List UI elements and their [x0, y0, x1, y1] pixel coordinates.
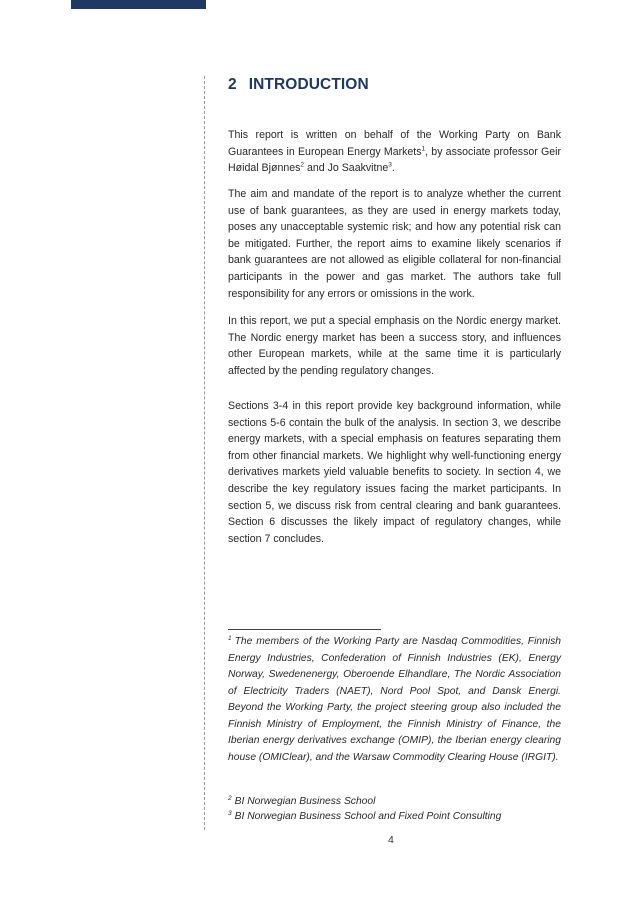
- intro-text-a: This report is written on behalf of the Working Party on Bank Guarantees in European Energy Markets: [228, 129, 561, 158]
- footnote-2-mark: 2: [228, 794, 232, 802]
- footnote-ref-1[interactable]: 1: [421, 145, 426, 153]
- nordic-paragraph: In this report, we put a special emphasis on the Nordic energy market. The Nordic energy market has been a success story, and influences other European markets, while at the same time it is particularly affected by the pending regulatory changes.: [228, 315, 561, 377]
- footnote-1-text: The members of the Working Party are Nasdaq Commodities, Finnish Energy Industries, Confederation of Finnish Industries (EK), Energy Norway, Swedenenergy, Oberoende Elhandlare, The Nordic Association of Electricity Traders (NAET), Nord Pool Spot, and Dansk Energi. Beyond the Working Party, the project steering group also included the Finnish Ministry of Employment, the Finnish Ministry of Finance, the Iberian energy derivatives exchange (OMIP), the Iberian energy clearing house (OMIClear), and the Warsaw Commodity Clearing House (IRGIT).: [228, 636, 561, 763]
- footnote-1-mark: 1: [228, 634, 232, 642]
- section-number: 2: [228, 76, 237, 93]
- footnote-3: [228, 810, 501, 824]
- intro-text-b: , by associate professor Geir Høidal Bjønnes: [228, 145, 561, 175]
- page-number: 4: [388, 834, 394, 846]
- footnote-separator: [228, 629, 381, 630]
- footnote-2-text: BI Norwegian Business School: [234, 796, 376, 807]
- aim-paragraph: The aim and mandate of the report is to analyze whether the current use of bank guarantees, as they are used in energy markets today, poses any unacceptable systemic risk; and how any potential risk can be mitigated. Further, the report aims to examine likely scenarios if bank guarantees are not allowed as eligible collateral for non-financial participants in the power and gas market. The authors take full responsibility for any errors or omissions in the work.: [228, 188, 561, 300]
- intro-text-c: and Jo Saakvitne: [304, 162, 389, 175]
- header-accent-bar: [71, 0, 206, 9]
- sections-paragraph: Sections 3-4 in this report provide key background information, while sections 5-6 contain the bulk of the analysis. In section 3, we describe energy markets, with a special emphasis on features separating them from other financial markets. We highlight why well-functioning energy derivatives markets yield valuable benefits to society. In section 4, we describe the key regulatory issues facing the market participants. In section 5, we discuss risk from central clearing and bank guarantees. Section 6 discusses the likely impact of regulatory changes, while section 7 concludes.: [228, 400, 561, 545]
- footnote-2: [228, 795, 375, 809]
- footnote-ref-3[interactable]: 3: [388, 161, 392, 169]
- section-title: INTRODUCTION: [248, 76, 369, 93]
- intro-paragraph: [228, 127, 561, 177]
- footnote-3-text: BI Norwegian Business School and Fixed Point Consulting: [234, 811, 502, 822]
- footnote-3-mark: 3: [228, 809, 232, 817]
- margin-rule: [204, 76, 205, 830]
- footnote-ref-2[interactable]: 2: [300, 161, 305, 169]
- section-heading: [228, 76, 369, 94]
- intro-text-d: .: [391, 162, 395, 175]
- footnote-1: [228, 634, 561, 766]
